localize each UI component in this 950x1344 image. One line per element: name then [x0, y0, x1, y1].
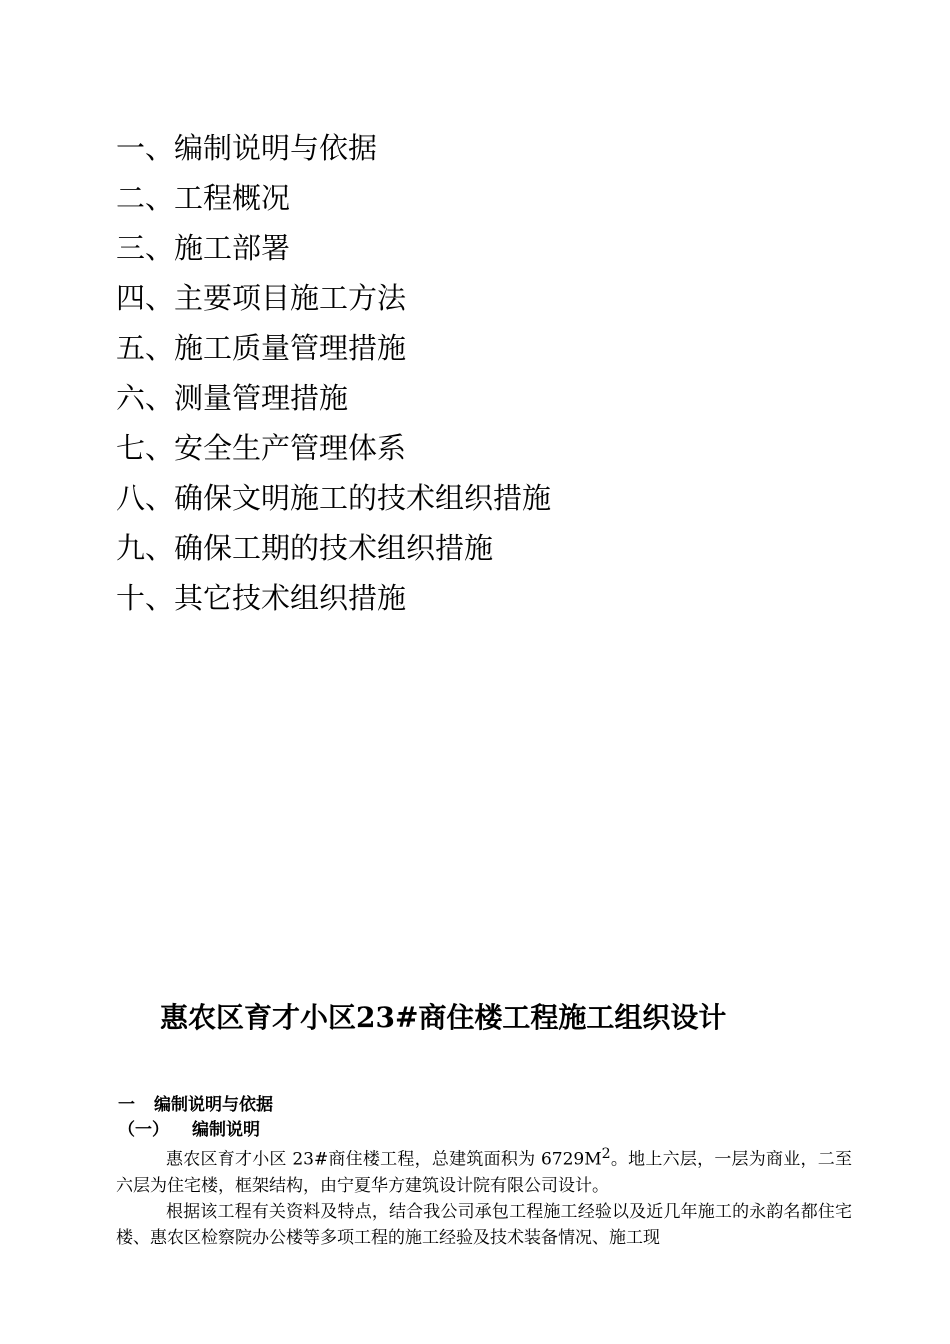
toc-item: 九、确保工期的技术组织措施: [116, 531, 494, 565]
toc-item: 七、安全生产管理体系: [116, 431, 407, 465]
toc-item: 三、施工部署: [116, 231, 291, 265]
table-of-contents: [116, 128, 551, 628]
superscript: 2: [601, 1146, 611, 1162]
paragraph: 根据该工程有关资料及特点，结合我公司承包工程施工经验以及近几年施工的永韵名都住宅楼、惠农区检察院办公楼等多项工程的施工经验及技术装备情况、施工现: [116, 1201, 852, 1248]
toc-item: 八、确保文明施工的技术组织措施: [116, 481, 552, 515]
paragraph-text: 。地上六层，一层为商业，二至六层为住宅楼，框架结构，由宁夏华方建筑设计院有限公司设计。: [116, 1149, 852, 1196]
toc-item: 十、其它技术组织措施: [116, 581, 407, 615]
subsection-title: 编制说明: [192, 1120, 260, 1140]
section-heading: [118, 1093, 273, 1117]
document-title: 惠农区育才小区23#商住楼工程施工组织设计: [160, 1001, 727, 1034]
paragraph: [116, 1141, 852, 1199]
section-title: 编制说明与依据: [154, 1095, 273, 1115]
body-text: [116, 1141, 852, 1251]
subsection-number: （一）: [118, 1120, 169, 1140]
toc-item: 四、主要项目施工方法: [116, 281, 407, 315]
paragraph-text: 惠农区育才小区 23#商住楼工程，总建筑面积为 6729M: [166, 1149, 602, 1170]
toc-item: 一、编制说明与依据: [116, 131, 378, 165]
toc-item: 二、工程概况: [116, 181, 291, 215]
toc-item: 五、施工质量管理措施: [116, 331, 407, 365]
toc-item: 六、测量管理措施: [116, 381, 349, 415]
section-number: 一: [118, 1095, 135, 1115]
subsection-heading: [118, 1118, 260, 1142]
